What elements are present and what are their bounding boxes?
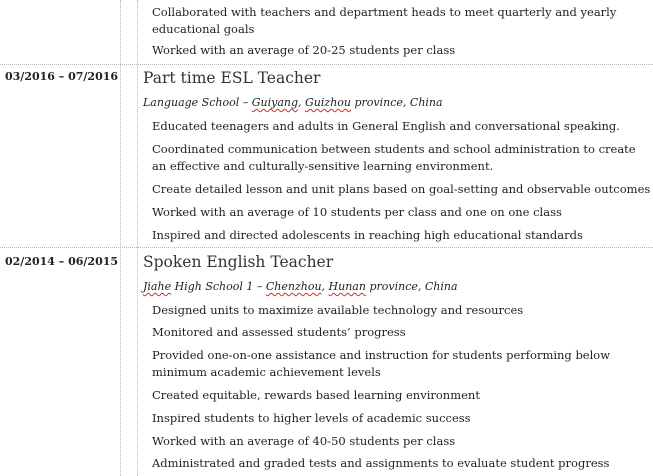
column-divider-left xyxy=(120,0,121,476)
duty-item: Provided one-on-one assistance and instruction for students performing below minimum academic achievement levels xyxy=(152,348,611,379)
duty-item: Educated teenagers and adults in General English and conversational speaking. xyxy=(152,119,620,133)
duty-item: Worked with an average of 10 students per class and one on one class xyxy=(152,205,562,219)
job-dates: 03/2016 – 07/2016 xyxy=(5,70,119,83)
duty-item: Create detailed lesson and unit plans based on goal-setting and observable outcomes xyxy=(152,182,651,196)
job-title: Spoken English Teacher xyxy=(143,253,334,271)
row-divider-1 xyxy=(0,64,653,65)
duty-item: Inspired students to higher levels of academic success xyxy=(152,411,471,425)
duty-item: Created equitable, rewards based learning environment xyxy=(152,388,480,402)
row-divider-2 xyxy=(0,247,653,248)
duty-item: Monitored and assessed students’ progress xyxy=(152,325,406,339)
duty-item: Designed units to maximize available technology and resources xyxy=(152,303,524,317)
duty-item: Administrated and graded tests and assignments to evaluate student progress xyxy=(152,456,610,470)
job-organization: Jiahe High School 1 – Chenzhou, Hunan province, China xyxy=(143,280,458,293)
duty-item: Inspired and directed adolescents in reaching high educational standards xyxy=(152,228,583,242)
job-title: Part time ESL Teacher xyxy=(143,69,321,87)
duty-item: Collaborated with teachers and department heads to meet quarterly and yearly educational goals xyxy=(152,5,617,36)
column-divider-right xyxy=(137,0,138,476)
duty-item: Coordinated communication between students and school administration to create an effective and culturally-sensitive learning environment. xyxy=(152,142,636,173)
duty-item: Worked with an average of 40-50 students per class xyxy=(152,434,456,448)
job-organization: Language School – Guiyang, Guizhou province, China xyxy=(143,96,443,109)
duty-item: Worked with an average of 20-25 students per class xyxy=(152,43,456,57)
job-dates: 02/2014 – 06/2015 xyxy=(5,255,119,268)
